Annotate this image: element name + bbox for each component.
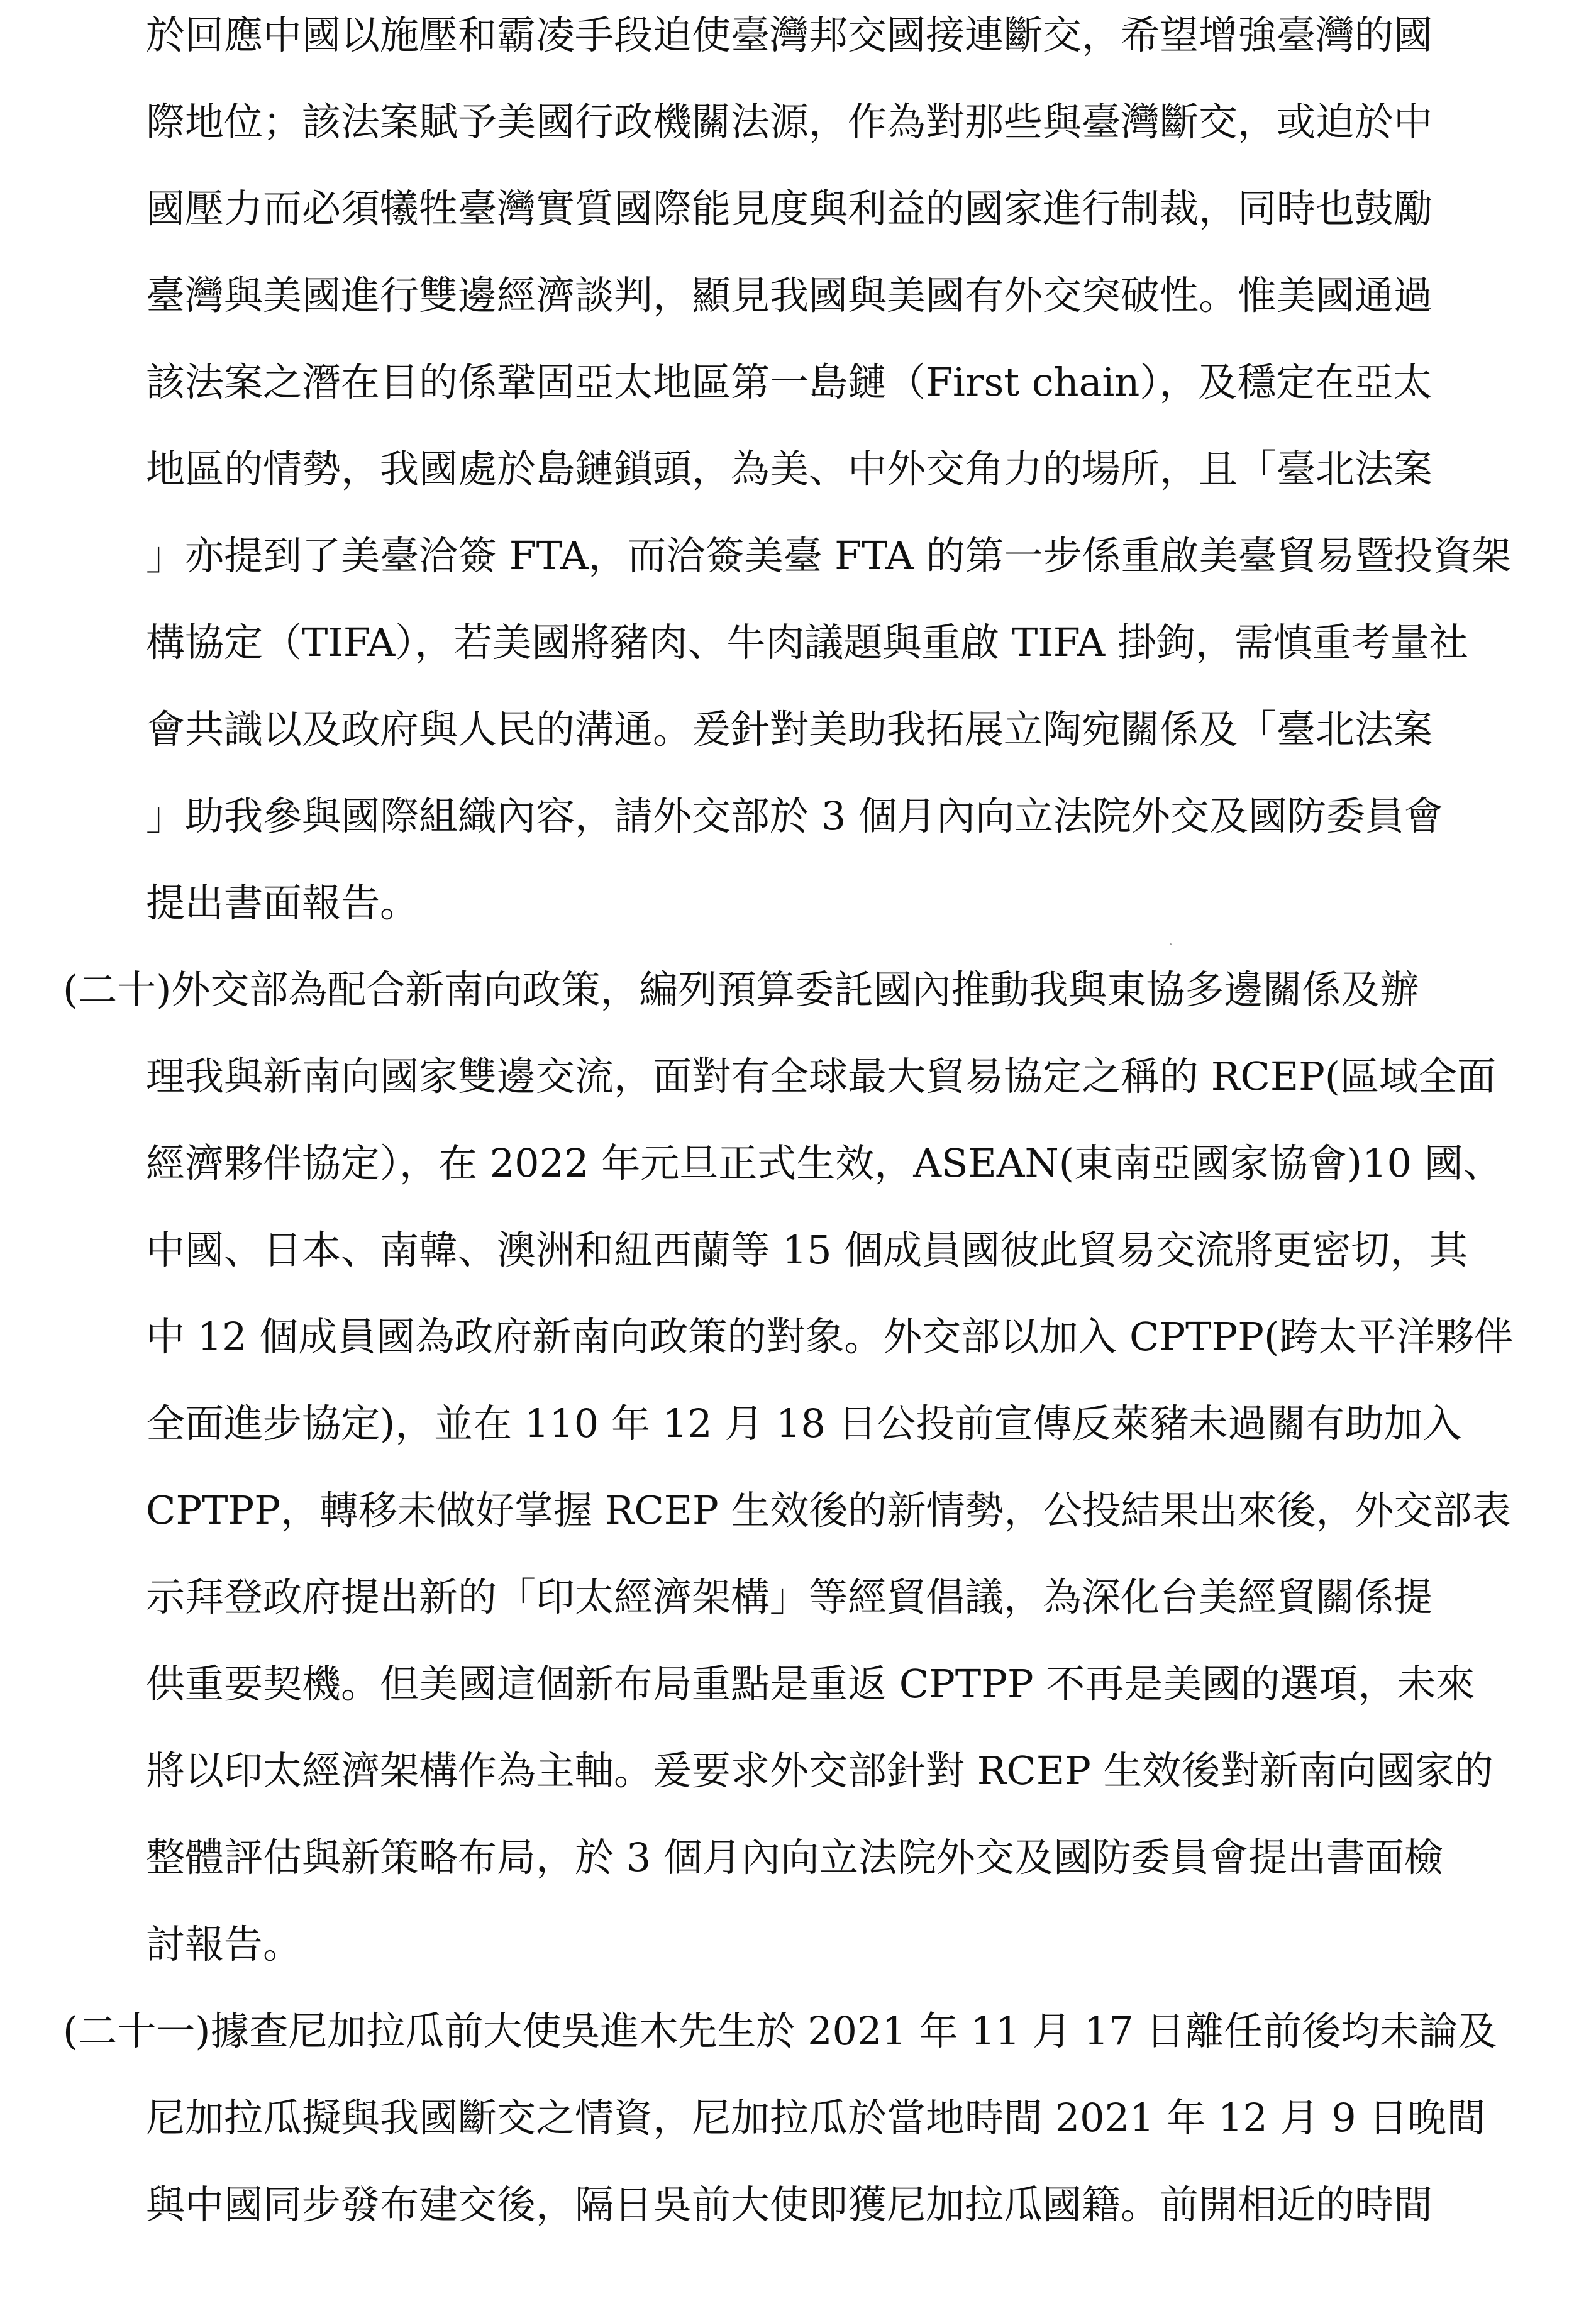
text-line: 將以印太經濟架構作為主軸。爰要求外交部針對 RCEP 生效後對新南向國家的 [146, 1748, 1493, 1794]
text-line: 該法案之潛在目的係鞏固亞太地區第一島鏈（First chain），及穩定在亞太 [146, 359, 1433, 405]
text-line: 臺灣與美國進行雙邊經濟談判，顯見我國與美國有外交突破性。惟美國通過 [146, 272, 1433, 318]
text-line: 地區的情勢，我國處於島鏈鎖頭，為美、中外交角力的場所，且「臺北法案 [146, 446, 1433, 492]
text-line: 」亦提到了美臺洽簽 FTA，而洽簽美臺 FTA 的第一步係重啟美臺貿易暨投資架 [146, 533, 1511, 579]
text-line: 提出書面報告。 [146, 880, 419, 926]
text-line: 國壓力而必須犧牲臺灣實質國際能見度與利益的國家進行制裁，同時也鼓勵 [146, 186, 1433, 231]
text-line: 」助我參與國際組織內容，請外交部於 3 個月內向立法院外交及國防委員會 [146, 793, 1443, 839]
text-line: 與中國同步發布建交後，隔日吳前大使即獲尼加拉瓜國籍。前開相近的時間 [146, 2182, 1433, 2227]
text-line: 供重要契機。但美國這個新布局重點是重返 CPTPP 不再是美國的選項，未來 [146, 1661, 1475, 1707]
text-line: 中 12 個成員國為政府新南向政策的對象。外交部以加入 CPTPP(跨太平洋夥伴 [146, 1314, 1514, 1360]
text-line: 整體評估與新策略布局，於 3 個月內向立法院外交及國防委員會提出書面檢 [146, 1834, 1443, 1880]
text-line: 會共識以及政府與人民的溝通。爰針對美助我拓展立陶宛關係及「臺北法案 [146, 706, 1433, 752]
text-line: 全面進步協定)，並在 110 年 12 月 18 日公投前宣傳反萊豬未過關有助加入 [146, 1400, 1462, 1446]
text-line: 示拜登政府提出新的「印太經濟架構」等經貿倡議，為深化台美經貿關係提 [146, 1574, 1433, 1620]
item-heading-line: (二十)外交部為配合新南向政策，編列預算委託國內推動我與東協多邊關係及辦 [63, 967, 1419, 1012]
item-heading-line: (二十一)據查尼加拉瓜前大使吳進木先生於 2021 年 11 月 17 日離任前後均未論及 [63, 2008, 1497, 2054]
text-line: 構協定（TIFA），若美國將豬肉、牛肉議題與重啟 TIFA 掛鉤，需慎重考量社 [146, 619, 1468, 665]
scan-speck [1170, 943, 1172, 945]
text-line: 際地位；該法案賦予美國行政機關法源，作為對那些與臺灣斷交，或迫於中 [146, 99, 1433, 145]
text-line: 中國、日本、南韓、澳洲和紐西蘭等 15 個成員國彼此貿易交流將更密切，其 [146, 1227, 1468, 1273]
text-line: CPTPP，轉移未做好掌握 RCEP 生效後的新情勢，公投結果出來後，外交部表 [146, 1487, 1511, 1533]
text-line: 尼加拉瓜擬與我國斷交之情資，尼加拉瓜於當地時間 2021 年 12 月 9 日晚間 [146, 2095, 1486, 2141]
text-line: 於回應中國以施壓和霸凌手段迫使臺灣邦交國接連斷交，希望增強臺灣的國 [146, 12, 1433, 58]
text-line: 理我與新南向國家雙邊交流，面對有全球最大貿易協定之稱的 RCEP(區域全面 [146, 1053, 1496, 1099]
text-line: 經濟夥伴協定），在 2022 年元旦正式生效，ASEAN(東南亞國家協會)10 國、 [146, 1140, 1502, 1186]
text-line: 討報告。 [146, 1921, 302, 1967]
